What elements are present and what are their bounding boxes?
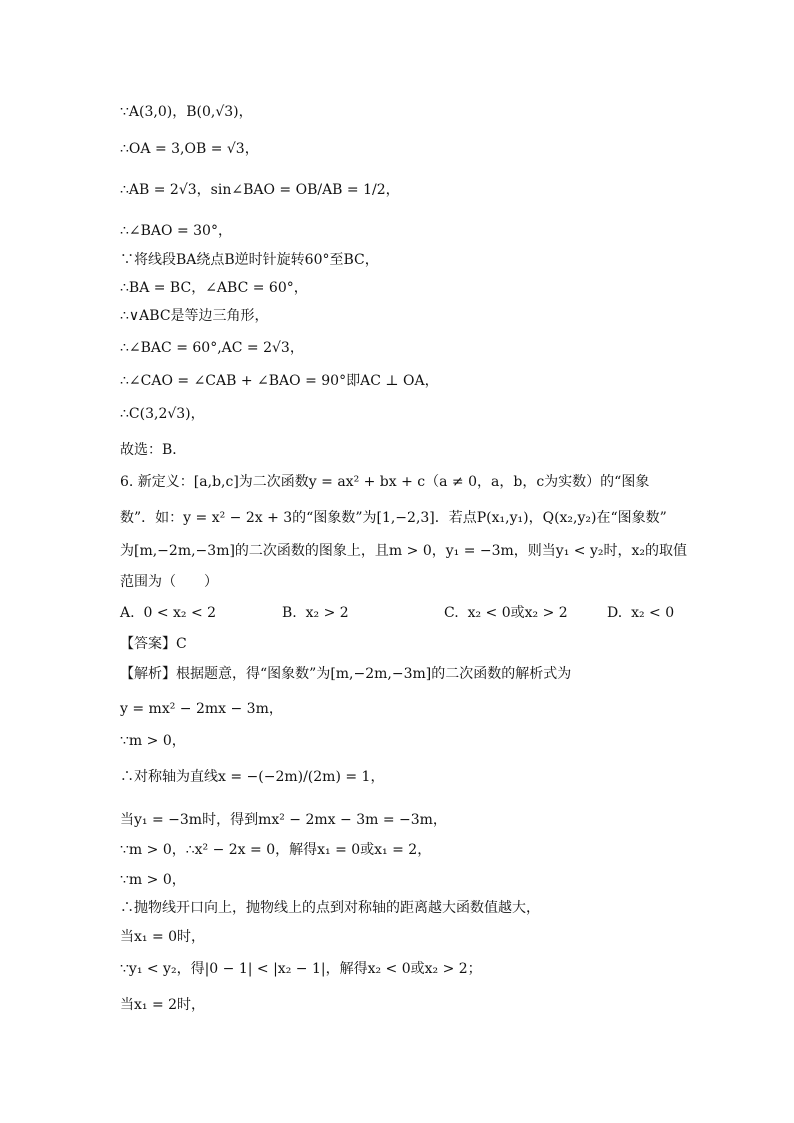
analysis-line: 【解析】根据题意，得“图象数”为[m,−2m,−3m]的二次函数的解析式为: [120, 666, 572, 682]
solution-line: ∴∠BAO = 30°，: [120, 223, 232, 239]
solution-line: ∴OA = 3,OB = √3，: [120, 141, 259, 157]
solution-line: ∵A(3,0)，B(0,√3)，: [120, 104, 253, 120]
solution-line: ∴C(3,2√3)，: [120, 406, 205, 422]
analysis-line: y = mx² − 2mx − 3m，: [120, 701, 283, 717]
solution-line: ∴AB = 2√3，sin∠BAO = OB/AB = 1/2，: [120, 182, 400, 198]
solution-line: ∴∠BAC = 60°,AC = 2√3，: [120, 340, 304, 356]
analysis-line: 当y₁ = −3m时，得到mx² − 2mx − 3m = −3m，: [120, 812, 447, 828]
question-text: 为[m,−2m,−3m]的二次函数的图象上，且m > 0，y₁ = −3m，则当y₁ < y₂时，x₂的取值: [120, 543, 687, 559]
question-text: 范围为（ ）: [120, 574, 218, 590]
analysis-line: 当x₁ = 2时，: [120, 997, 206, 1013]
analysis-line: ∵y₁ < y₂，得|0 − 1| < |x₂ − 1|，解得x₂ < 0或x₂ > 2；: [120, 961, 482, 977]
analysis-line: ∵m > 0，∴x² − 2x = 0，解得x₁ = 0或x₁ = 2，: [120, 842, 432, 858]
solution-line: 故选：B．: [120, 442, 187, 458]
solution-line: ∴∠CAO = ∠CAB + ∠BAO = 90°即AC ⊥ OA，: [120, 373, 439, 389]
question-text: 数”．如：y = x² − 2x + 3的“图象数”为[1,−2,3]．若点P(x₁,y₁)，Q(x₂,y₂)在“图象数”: [120, 510, 667, 526]
option-c: C. x₂ < 0或x₂ > 2: [444, 605, 568, 621]
answer-line: 【答案】C: [120, 636, 187, 652]
solution-line: ∴BA = BC，∠ABC = 60°，: [120, 280, 308, 296]
analysis-line: ∵m > 0，: [120, 733, 186, 749]
analysis-line: 当x₁ = 0时，: [120, 929, 206, 945]
option-b: B. x₂ > 2: [282, 605, 349, 621]
analysis-line: ∵m > 0，: [120, 872, 186, 888]
analysis-line: ∴抛物线开口向上，抛物线上的点到对称轴的距离越大函数值越大，: [120, 900, 540, 916]
solution-line: ∵将线段BA绕点B逆时针旋转60°至BC，: [120, 252, 379, 268]
solution-line: ∴∨ABC是等边三角形，: [120, 308, 269, 324]
option-a: A. 0 < x₂ < 2: [120, 605, 217, 621]
analysis-line: ∴对称轴为直线x = −(−2m)/(2m) = 1，: [120, 769, 385, 785]
option-d: D. x₂ < 0: [607, 605, 675, 621]
question-text: 6. 新定义：[a,b,c]为二次函数y = ax² + bx + c（a ≠ 0，a，b，c为实数）的“图象: [120, 474, 650, 490]
